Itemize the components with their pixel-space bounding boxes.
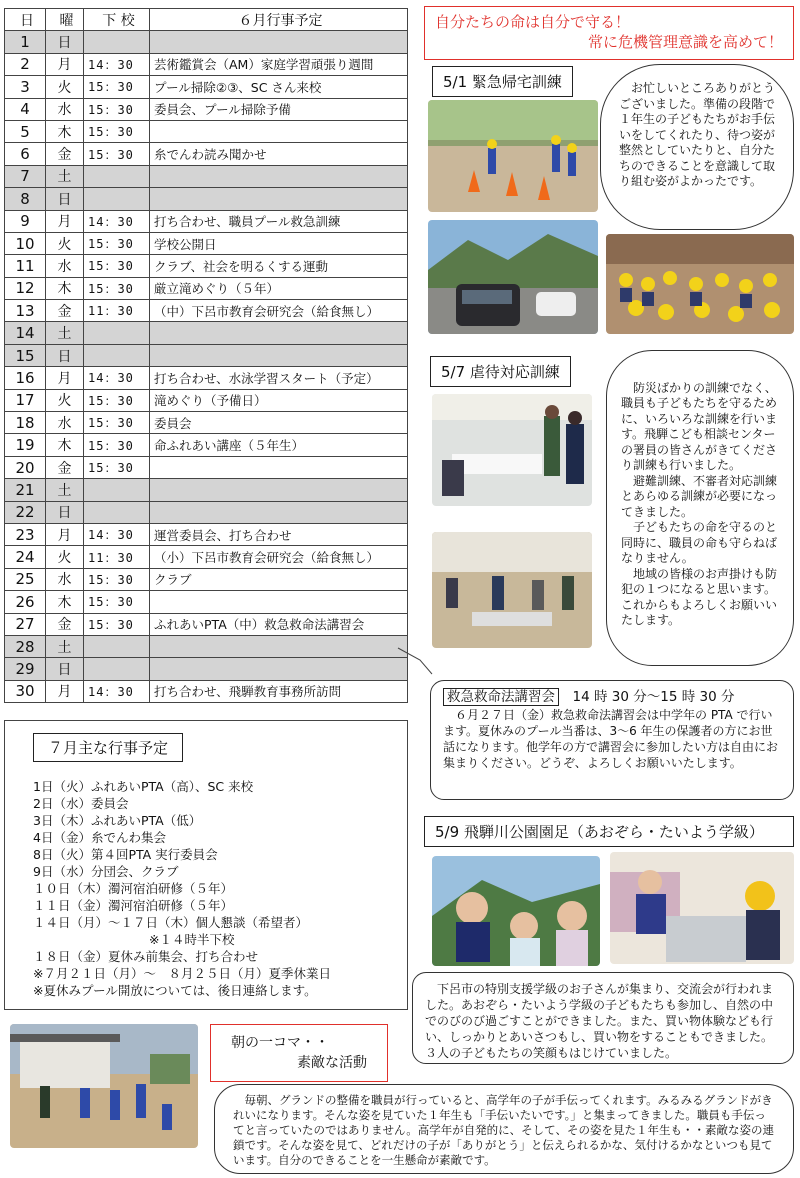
day-cell: 8 bbox=[5, 188, 46, 210]
dismissal-cell: 11：30 bbox=[84, 300, 150, 322]
list-item: ※７月２１日（月）～ ８月２５日（月）夏季休業日 bbox=[33, 966, 331, 981]
excursion-note bbox=[412, 972, 794, 1064]
day-cell: 4 bbox=[5, 98, 46, 120]
photo-excursion-shopping bbox=[610, 852, 794, 964]
july-event-list bbox=[19, 778, 393, 999]
weekday-cell: 月 bbox=[46, 680, 84, 702]
weekday-cell: 水 bbox=[46, 255, 84, 277]
event-cell: ふれあいPTA（中）救急救命法講習会 bbox=[150, 613, 408, 635]
event-cell: 芸術鑑賞会（AM）家庭学習頑張り週間 bbox=[150, 53, 408, 75]
event-cell: 委員会 bbox=[150, 412, 408, 434]
event-cell: 打ち合わせ、職員プール救急訓練 bbox=[150, 210, 408, 232]
day-cell: 21 bbox=[5, 479, 46, 501]
weekday-cell: 金 bbox=[46, 613, 84, 635]
cpr-notice bbox=[430, 680, 794, 800]
weekday-cell: 火 bbox=[46, 76, 84, 98]
day-cell: 7 bbox=[5, 165, 46, 187]
weekday-cell: 土 bbox=[46, 635, 84, 657]
drill2-comment: 防災ばかりの訓練でなく、職員も子どもたちを守るために、いろいろな訓練を行います。飛騨こども相談センターの署員の皆さんがきてくださり訓練も行いました。 避難訓練、不審者対応訓練とあらゆる訓練が必要になってきました。 子どもたちの命を守るのと同時に、職員の命も守らねばなりません。 地域の皆様のお声掛けも防犯の１つになると思います。これからもよろしくお願いいたします。 bbox=[621, 380, 778, 627]
day-cell: 1 bbox=[5, 31, 46, 53]
list-item: 4日（金）糸でんわ集会 bbox=[33, 830, 166, 845]
dismissal-cell: 15：30 bbox=[84, 591, 150, 613]
july-schedule-box bbox=[4, 720, 408, 1010]
photo-excursion-park bbox=[432, 856, 600, 966]
day-cell: 13 bbox=[5, 300, 46, 322]
day-cell: 28 bbox=[5, 635, 46, 657]
list-item: ※１４時半下校 bbox=[149, 932, 235, 947]
slogan-line2: 常に危機管理意識を高めて！ bbox=[587, 33, 783, 51]
dismissal-cell: 14：30 bbox=[84, 210, 150, 232]
header-dismissal: 下 校 bbox=[84, 9, 150, 31]
list-item: 1日（火）ふれあいPTA（高）、SC 来校 bbox=[33, 779, 254, 794]
day-cell: 14 bbox=[5, 322, 46, 344]
event-cell: （中）下呂市教育会研究会（給食無し） bbox=[150, 300, 408, 322]
event-cell: プール掃除②③、SC さん来校 bbox=[150, 76, 408, 98]
weekday-cell: 月 bbox=[46, 523, 84, 545]
weekday-cell: 水 bbox=[46, 98, 84, 120]
weekday-cell: 木 bbox=[46, 277, 84, 299]
weekday-cell: 金 bbox=[46, 300, 84, 322]
day-cell: 19 bbox=[5, 434, 46, 456]
day-cell: 24 bbox=[5, 546, 46, 568]
weekday-cell: 月 bbox=[46, 210, 84, 232]
dismissal-cell: 15：30 bbox=[84, 76, 150, 98]
weekday-cell: 月 bbox=[46, 367, 84, 389]
day-cell: 23 bbox=[5, 523, 46, 545]
day-cell: 26 bbox=[5, 591, 46, 613]
drill1-comment: お忙しいところありがとうございました。準備の段階で１年生の子どもたちがお手伝いをしてくれたり、待つ姿が整然としていたりと、自分たちのできることを意識して取り組む姿がよかったです。 bbox=[619, 81, 776, 188]
dismissal-cell: 15：30 bbox=[84, 568, 150, 590]
day-cell: 11 bbox=[5, 255, 46, 277]
event-cell: 打ち合わせ、水泳学習スタート（予定） bbox=[150, 367, 408, 389]
weekday-cell: 日 bbox=[46, 501, 84, 523]
day-cell: 6 bbox=[5, 143, 46, 165]
event-cell: 打ち合わせ、飛騨教育事務所訪問 bbox=[150, 680, 408, 702]
cpr-body: ６月２７日（金）救急救命法講習会は中学年の PTA で行います。夏休みのプール当番は、3～6 年生の保護者の方にお世話になります。他学年の方で講習会に参加したい方は自由にお集まりください。どうぞ、よろしくお願いいたします。 bbox=[443, 708, 779, 770]
morning-title2: 素敵な活動 bbox=[297, 1055, 367, 1071]
morning-title-box bbox=[210, 1024, 388, 1082]
dismissal-cell: 15：30 bbox=[84, 143, 150, 165]
event-cell: 糸でんわ読み聞かせ bbox=[150, 143, 408, 165]
dismissal-cell: 14：30 bbox=[84, 680, 150, 702]
morning-title1: 朝の一コマ・・ bbox=[231, 1035, 329, 1051]
list-item: １１日（金）濁河宿泊研修（５年） bbox=[33, 898, 234, 913]
header-day: 日 bbox=[5, 9, 46, 31]
day-cell: 16 bbox=[5, 367, 46, 389]
weekday-cell: 日 bbox=[46, 658, 84, 680]
weekday-cell: 金 bbox=[46, 456, 84, 478]
list-item: １０日（木）濁河宿泊研修（５年） bbox=[33, 881, 234, 896]
day-cell: 30 bbox=[5, 680, 46, 702]
weekday-cell: 木 bbox=[46, 120, 84, 142]
july-title: ７月主な行事予定 bbox=[33, 733, 183, 762]
day-cell: 25 bbox=[5, 568, 46, 590]
slogan-line1: 自分たちの命は自分で守る！ bbox=[435, 13, 631, 31]
day-cell: 9 bbox=[5, 210, 46, 232]
weekday-cell: 火 bbox=[46, 546, 84, 568]
day-cell: 3 bbox=[5, 76, 46, 98]
event-cell: クラブ、社会を明るくする運動 bbox=[150, 255, 408, 277]
header-events: ６月行事予定 bbox=[150, 9, 408, 31]
morning-note bbox=[214, 1084, 794, 1174]
dismissal-cell: 15：30 bbox=[84, 389, 150, 411]
dismissal-cell: 15：30 bbox=[84, 277, 150, 299]
dismissal-cell: 15：30 bbox=[84, 412, 150, 434]
morning-body: 毎朝、グランドの整備を職員が行っていると、高学年の子が手伝ってくれます。みるみるグランドがきれいになります。そんな姿を見ていた１年生も「手伝いたいです。」と集まってきました。職員も手伝ってと言っていたのではありません。高学年が自発的に、そして、その姿を見た１年生も・・素敵な姿の連鎖です。そんな姿を見て、どれだけの子が「ありがとう」と伝えられるかな、気付けるかなといつも見ています。自分のできることを一生懸命が素敵です。 bbox=[233, 1093, 774, 1167]
day-cell: 27 bbox=[5, 613, 46, 635]
dismissal-cell: 11：30 bbox=[84, 546, 150, 568]
day-cell: 20 bbox=[5, 456, 46, 478]
day-cell: 29 bbox=[5, 658, 46, 680]
event-cell: クラブ bbox=[150, 568, 408, 590]
list-item: 3日（木）ふれあいPTA（低） bbox=[33, 813, 202, 828]
event-cell: 学校公開日 bbox=[150, 232, 408, 254]
weekday-cell: 木 bbox=[46, 434, 84, 456]
event-cell: 委員会、プール掃除予備 bbox=[150, 98, 408, 120]
list-item: 9日（水）分団会、クラブ bbox=[33, 864, 179, 879]
event-cell: 運営委員会、打ち合わせ bbox=[150, 523, 408, 545]
list-item: １４日（月）～１７日（木）個人懇談（希望者） bbox=[33, 915, 309, 930]
day-cell: 2 bbox=[5, 53, 46, 75]
day-cell: 17 bbox=[5, 389, 46, 411]
weekday-cell: 日 bbox=[46, 344, 84, 366]
weekday-cell: 水 bbox=[46, 568, 84, 590]
weekday-cell: 木 bbox=[46, 591, 84, 613]
header-weekday: 曜 bbox=[46, 9, 84, 31]
list-item: １８日（金）夏休み前集会、打ち合わせ bbox=[33, 949, 259, 964]
weekday-cell: 火 bbox=[46, 389, 84, 411]
dismissal-cell: 15：30 bbox=[84, 232, 150, 254]
dismissal-cell: 15：30 bbox=[84, 255, 150, 277]
day-cell: 10 bbox=[5, 232, 46, 254]
day-cell: 5 bbox=[5, 120, 46, 142]
dismissal-cell: 14：30 bbox=[84, 523, 150, 545]
weekday-cell: 日 bbox=[46, 188, 84, 210]
weekday-cell: 土 bbox=[46, 322, 84, 344]
weekday-cell: 火 bbox=[46, 232, 84, 254]
weekday-cell: 月 bbox=[46, 53, 84, 75]
weekday-cell: 土 bbox=[46, 165, 84, 187]
event-cell: 命ふれあい講座（５年生） bbox=[150, 434, 408, 456]
list-item: ※夏休みプール開放については、後日連絡します。 bbox=[33, 983, 317, 998]
day-cell: 12 bbox=[5, 277, 46, 299]
day-cell: 18 bbox=[5, 412, 46, 434]
list-item: 8日（火）第４回PTA 実行委員会 bbox=[33, 847, 218, 862]
event-cell: 滝めぐり（予備日） bbox=[150, 389, 408, 411]
weekday-cell: 金 bbox=[46, 143, 84, 165]
dismissal-cell: 14：30 bbox=[84, 53, 150, 75]
weekday-cell: 水 bbox=[46, 412, 84, 434]
excursion-body: 下呂市の特別支援学級のお子さんが集まり、交流会が行われました。あおぞら・たいよう学級の子どもたちも参加し、自然の中でのびのび過ごすことができました。また、買い物体験なども行い、しっかりとあいさつもし、買い物をすることもできました。３人の子どもたちの笑顔もはじけていました。 bbox=[425, 982, 774, 1060]
excursion-title: 5/9 飛騨川公園園足（あおぞら・たいよう学級） bbox=[424, 816, 794, 847]
dismissal-cell: 15：30 bbox=[84, 456, 150, 478]
dismissal-cell: 15：30 bbox=[84, 613, 150, 635]
day-cell: 22 bbox=[5, 501, 46, 523]
dismissal-cell: 15：30 bbox=[84, 434, 150, 456]
dismissal-cell: 15：30 bbox=[84, 98, 150, 120]
dismissal-cell: 14：30 bbox=[84, 367, 150, 389]
photo-morning-ground bbox=[10, 1024, 198, 1148]
day-cell: 15 bbox=[5, 344, 46, 366]
cpr-label: 救急救命法講習会 bbox=[443, 688, 559, 706]
weekday-cell: 日 bbox=[46, 31, 84, 53]
cpr-time: 14 時 30 分～15 時 30 分 bbox=[559, 689, 735, 705]
event-cell: 厳立滝めぐり（５年） bbox=[150, 277, 408, 299]
drill1-title: 5/1 緊急帰宅訓練 bbox=[432, 66, 573, 97]
event-cell: （小）下呂市教育会研究会（給食無し） bbox=[150, 546, 408, 568]
weekday-cell: 土 bbox=[46, 479, 84, 501]
dismissal-cell: 15：30 bbox=[84, 120, 150, 142]
list-item: 2日（水）委員会 bbox=[33, 796, 129, 811]
drill2-title: 5/7 虐待対応訓練 bbox=[430, 356, 571, 387]
